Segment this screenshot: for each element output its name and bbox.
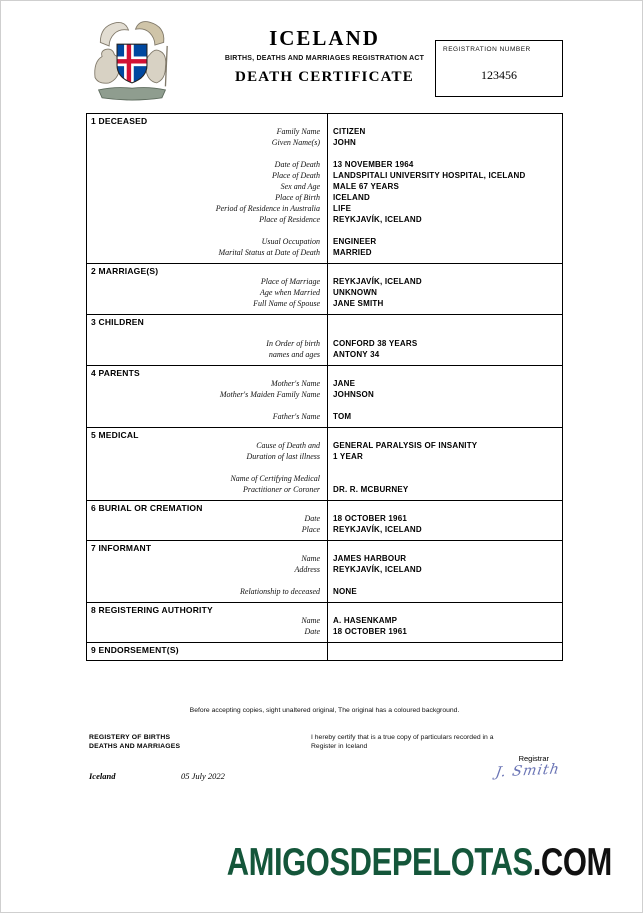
spacer-row [87,225,562,236]
field-value [327,400,333,411]
section-4-parents [87,365,562,427]
field-label [87,327,327,338]
certificate-header [86,16,563,113]
section-2-marriage-s [87,263,562,314]
field-label: Address [294,565,320,574]
field-label: Mother's Maiden Family Name [219,390,320,399]
certify-block [311,733,561,751]
watermark-tld: .COM [532,839,612,884]
field-value [327,327,333,338]
field-label: Relationship to deceased [240,587,320,596]
field-label [87,400,327,411]
field-row [87,126,562,137]
registry-line-1: REGISTERY OF BIRTHS [89,734,171,741]
footer-date: 05 July 2022 [181,771,225,781]
field-row [87,338,562,349]
field-label: Period of Residence in Australia [215,204,320,213]
field-value: MALE 67 YEARS [333,182,400,191]
field-label: names and ages [268,350,320,359]
field-value: JANE SMITH [333,299,384,308]
section-3-children [87,314,562,365]
field-value: ICELAND [333,193,370,202]
field-value: LIFE [333,204,352,213]
field-row [87,170,562,181]
field-row [87,287,562,298]
field-label: Marital Status at Date of Death [218,248,320,257]
field-row [87,586,562,597]
field-value: 18 OCTOBER 1961 [333,627,407,636]
watermark-brand: AMIGOSDEPELOTAS [226,839,533,884]
spacer-row [87,327,562,338]
field-label: Full Name of Spouse [253,299,320,308]
field-label: Mother's Name [270,379,320,388]
document-title: DEATH CERTIFICATE [235,69,414,85]
field-value [327,575,333,586]
field-row [87,203,562,214]
footer-country: Iceland [89,771,116,781]
section-title: 6 BURIAL OR CREMATION [91,503,203,513]
field-value: 1 YEAR [333,452,363,461]
field-value: 13 NOVEMBER 1964 [333,160,414,169]
field-row [87,473,562,484]
section-title: 5 MEDICAL [91,430,139,440]
field-value: UNKNOWN [333,288,378,297]
certificate-footer [86,707,563,807]
field-row [87,553,562,564]
registrar-label: Registrar [518,754,549,763]
field-row [87,236,562,247]
field-row [87,137,562,148]
field-row [87,389,562,400]
field-label: Date [304,514,320,523]
field-value: JOHNSON [333,390,374,399]
section-8-registering-authority [87,602,562,642]
field-row [87,411,562,422]
field-label [87,148,327,159]
spacer-row [87,148,562,159]
registrar-signature: J. Smith [493,761,561,781]
field-value [327,225,333,236]
field-row [87,615,562,626]
certify-line-2: Register in Iceland [311,743,368,750]
field-label: Age when Married [260,288,320,297]
section-title: 3 CHILDREN [91,317,145,327]
field-value: DR. R. MCBURNEY [333,485,409,494]
section-title: 8 REGISTERING AUTHORITY [91,605,213,615]
field-row [87,626,562,637]
field-value [327,148,333,159]
spacer-row [87,462,562,473]
field-value: LANDSPITALI UNIVERSITY HOSPITAL, ICELAND [333,171,526,180]
section-1-deceased [87,114,562,263]
field-label: Name [301,616,320,625]
field-label: In Order of birth [266,339,320,348]
section-6-burial-or-cremation [87,500,562,540]
field-label: Date of Death [274,160,320,169]
field-row [87,378,562,389]
field-label: Name of Certifying Medical [230,474,320,483]
field-label: Usual Occupation [261,237,320,246]
field-value: CITIZEN [333,127,366,136]
section-title: 7 INFORMANT [91,543,152,553]
field-value: TOM [333,412,352,421]
field-label: Place of Birth [275,193,320,202]
field-value: REYKJAVÍK, ICELAND [333,565,422,574]
field-row [87,513,562,524]
field-label: Place of Residence [259,215,320,224]
section-title: 1 DECEASED [91,116,148,126]
field-row [87,524,562,535]
field-label: Place of Marriage [260,277,320,286]
field-value: JANE [333,379,356,388]
field-row [87,440,562,451]
field-row [87,159,562,170]
section-title: 9 ENDORSEMENT(S) [91,645,179,655]
field-row [87,451,562,462]
field-value: GENERAL PARALYSIS OF INSANITY [333,441,478,450]
registry-block [89,733,180,751]
spacer-row [87,400,562,411]
field-label: Name [301,554,320,563]
field-row [87,484,562,495]
field-value [327,462,333,473]
field-label [87,575,327,586]
field-value: REYKJAVÍK, ICELAND [333,215,422,224]
registration-number-box [435,40,563,97]
section-9-endorsement-s [87,642,562,660]
field-label: Cause of Death and [256,441,320,450]
certificate-content [86,16,563,807]
field-value: ENGINEER [333,237,377,246]
field-value: MARRIED [333,248,372,257]
section-title: 4 PARENTS [91,368,140,378]
field-label: Practitioner or Coroner [242,485,320,494]
field-label: Father's Name [272,412,320,421]
copy-notice: Before accepting copies, sight unaltered original, The original has a coloured background. [189,707,460,714]
act-subtitle: BIRTHS, DEATHS AND MARRIAGES REGISTRATION ACT [224,55,425,62]
registration-number-value: 123456 [481,68,517,82]
field-row [87,214,562,225]
field-value: CONFORD 38 YEARS [333,339,418,348]
field-value [327,473,333,484]
field-label: Place [301,525,320,534]
field-value: REYKJAVÍK, ICELAND [333,525,422,534]
field-row [87,564,562,575]
certificate-table [86,113,563,661]
field-value: JOHN [333,138,357,147]
field-row [87,349,562,360]
field-row [87,192,562,203]
field-label [87,225,327,236]
field-row [87,181,562,192]
certify-line-1: I hereby certify that is a true copy of particulars recorded in a [311,734,494,741]
site-watermark [227,839,612,884]
field-label: Duration of last illness [246,452,320,461]
field-label: Given Name(s) [271,138,320,147]
field-value: ANTONY 34 [333,350,380,359]
registration-number-label: REGISTRATION NUMBER [443,46,531,53]
field-value: NONE [333,587,357,596]
field-label: Place of Death [272,171,320,180]
section-5-medical [87,427,562,500]
field-value: JAMES HARBOUR [333,554,407,563]
country-title: ICELAND [269,26,380,50]
registry-line-2: DEATHS AND MARRIAGES [89,743,181,750]
field-label: Family Name [276,127,320,136]
spacer-row [87,575,562,586]
field-label: Date [304,627,320,636]
field-row [87,247,562,258]
field-value: REYKJAVÍK, ICELAND [333,277,422,286]
field-value: A. HASENKAMP [333,616,398,625]
field-label [87,462,327,473]
field-row [87,276,562,287]
field-row [87,298,562,309]
field-value: 18 OCTOBER 1961 [333,514,407,523]
section-title: 2 MARRIAGE(S) [91,266,159,276]
section-7-informant [87,540,562,602]
field-label: Sex and Age [280,182,320,191]
